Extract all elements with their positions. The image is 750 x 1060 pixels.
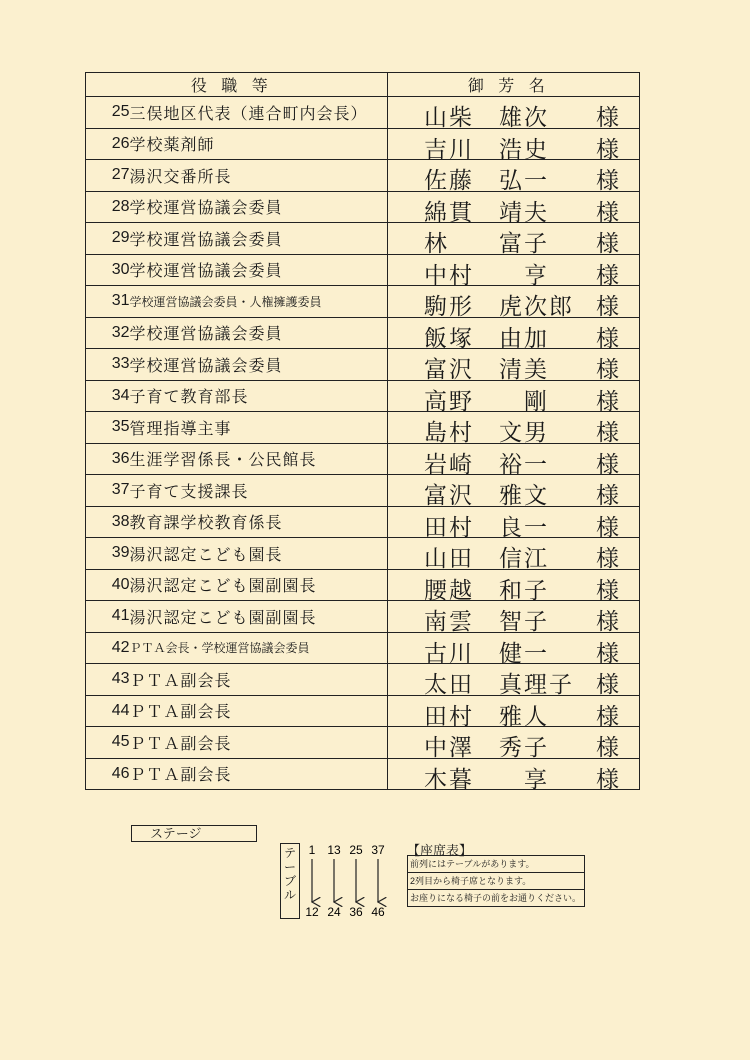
name-cell xyxy=(388,506,640,541)
column-start-number: 13 xyxy=(327,843,341,857)
column-start-number: 25 xyxy=(349,843,363,857)
role-cell: 生涯学習係長・公民館長 xyxy=(130,443,388,475)
table-row xyxy=(86,664,640,696)
role-cell: 湯沢認定こども園副園長 xyxy=(130,601,388,633)
role-cell: 湯沢認定こども園長 xyxy=(130,538,388,570)
table-row xyxy=(86,569,640,601)
role-cell: 学校運営協議会委員 xyxy=(130,254,388,286)
guest-name: 山柴 雄次 xyxy=(424,105,549,131)
seat-number: 38 xyxy=(86,506,130,538)
seating-note: 前列にはテーブルがあります。 xyxy=(408,856,584,873)
name-cell xyxy=(388,475,640,507)
table-row xyxy=(86,412,640,444)
honorific: 様 xyxy=(596,420,621,446)
guest-name: 駒形 虎次郎 xyxy=(424,294,574,320)
name-cell xyxy=(388,317,640,352)
table-row xyxy=(86,758,640,790)
role-cell: ＰＴＡ副会長 xyxy=(130,695,388,727)
role-cell: 教育課学校教育係長 xyxy=(130,506,388,538)
column-start-number: 1 xyxy=(308,843,316,857)
name-cell xyxy=(388,380,640,415)
name-cell xyxy=(388,443,640,478)
guest-name: 中澤 秀子 xyxy=(424,735,549,761)
honorific: 様 xyxy=(596,105,621,131)
column-end-number: 12 xyxy=(305,905,319,919)
seat-number: 26 xyxy=(86,128,130,160)
honorific: 様 xyxy=(596,735,621,761)
guest-name: 富沢 雅文 xyxy=(424,483,549,509)
seating-notes xyxy=(407,855,585,907)
seat-number: 35 xyxy=(86,412,130,444)
name-cell xyxy=(388,349,640,381)
table-row xyxy=(86,695,640,727)
honorific: 様 xyxy=(596,231,621,257)
name-cell xyxy=(388,412,640,444)
role-cell: 学校運営協議会委員 xyxy=(130,349,388,381)
seating-note: 2列目から椅子席となります。 xyxy=(408,873,584,890)
name-cell xyxy=(388,97,640,129)
guest-name: 田村 良一 xyxy=(424,514,549,541)
guest-name: 岩崎 裕一 xyxy=(424,451,549,478)
table-row xyxy=(86,443,640,475)
guest-table xyxy=(85,72,640,793)
table-row xyxy=(86,475,640,507)
seat-number: 36 xyxy=(86,443,130,475)
seat-number: 42 xyxy=(86,632,130,664)
role-cell: 子育て支援課長 xyxy=(130,475,388,507)
guest-name: 中村 亨 xyxy=(424,262,549,289)
honorific: 様 xyxy=(596,546,621,572)
table-header-row xyxy=(86,73,640,97)
guest-name: 木暮 享 xyxy=(424,766,549,793)
table-row xyxy=(86,191,640,223)
table-label-box xyxy=(280,843,300,919)
seat-number: 43 xyxy=(86,664,130,696)
seat-number: 45 xyxy=(86,727,130,759)
role-cell: 学校運営協議会委員 xyxy=(130,191,388,223)
seat-number: 31 xyxy=(86,286,130,318)
role-cell: 学校薬剤師 xyxy=(130,128,388,160)
seat-number: 32 xyxy=(86,317,130,349)
honorific: 様 xyxy=(596,766,621,793)
role-cell: ＰＴＡ副会長 xyxy=(130,664,388,696)
seating-notes-title: 【座席表】 xyxy=(407,843,473,858)
seat-number: 33 xyxy=(86,349,130,381)
seat-number: 25 xyxy=(86,97,130,129)
guest-name: 吉川 浩史 xyxy=(424,136,549,163)
table-row xyxy=(86,160,640,192)
seat-number: 46 xyxy=(86,758,130,790)
role-cell: ＰＴＡ副会長 xyxy=(130,758,388,790)
name-cell xyxy=(388,601,640,633)
name-cell xyxy=(388,286,640,318)
column-end-number: 36 xyxy=(349,905,363,919)
guest-name: 山田 信江 xyxy=(424,546,549,572)
guest-name: 佐藤 弘一 xyxy=(424,168,549,194)
guest-name: 飯塚 由加 xyxy=(424,325,549,352)
name-cell xyxy=(388,727,640,759)
role-cell: 管理指導主事 xyxy=(130,412,388,444)
column-end-number: 24 xyxy=(327,905,341,919)
seat-number: 41 xyxy=(86,601,130,633)
table-label: テ ー ブ ル xyxy=(283,846,296,902)
guest-rows xyxy=(86,97,640,793)
seat-number: 40 xyxy=(86,569,130,601)
honorific: 様 xyxy=(596,262,621,289)
guest-name: 高野 剛 xyxy=(424,388,549,415)
table-row xyxy=(86,254,640,286)
table-row xyxy=(86,317,640,349)
honorific: 様 xyxy=(596,451,621,478)
honorific: 様 xyxy=(596,294,621,320)
role-cell: 子育て教育部長 xyxy=(130,380,388,412)
seat-number: 29 xyxy=(86,223,130,255)
honorific: 様 xyxy=(596,168,621,194)
name-cell xyxy=(388,664,640,696)
table-row xyxy=(86,128,640,160)
seat-number: 34 xyxy=(86,380,130,412)
table-row xyxy=(86,632,640,664)
table-row xyxy=(86,506,640,538)
seat-direction-diagram xyxy=(300,842,400,922)
role-cell: 学校運営協議会委員・人権擁護委員 xyxy=(130,286,388,318)
table-row xyxy=(86,538,640,570)
honorific: 様 xyxy=(596,672,621,698)
table-row xyxy=(86,349,640,381)
guest-name: 林 富子 xyxy=(424,231,549,257)
honorific: 様 xyxy=(596,325,621,352)
role-cell: 湯沢交番所長 xyxy=(130,160,388,192)
seat-number: 27 xyxy=(86,160,130,192)
name-cell xyxy=(388,569,640,604)
table-row xyxy=(86,727,640,759)
role-cell: ＰＴＡ会長・学校運営協議会委員 xyxy=(130,632,388,664)
role-cell: 学校運営協議会委員 xyxy=(130,223,388,255)
name-cell xyxy=(388,160,640,192)
honorific: 様 xyxy=(596,357,621,383)
seat-number: 44 xyxy=(86,695,130,727)
column-start-number: 37 xyxy=(371,843,385,857)
honorific: 様 xyxy=(596,640,621,667)
guest-name: 島村 文男 xyxy=(424,420,549,446)
guest-name: 綿貫 靖夫 xyxy=(424,199,549,226)
name-cell xyxy=(388,191,640,226)
guest-name: 南雲 智子 xyxy=(424,609,549,635)
name-column-header: 御芳名 xyxy=(388,73,640,97)
honorific: 様 xyxy=(596,609,621,635)
column-end-number: 46 xyxy=(371,905,385,919)
guest-name: 富沢 清美 xyxy=(424,357,549,383)
honorific: 様 xyxy=(596,483,621,509)
name-cell xyxy=(388,758,640,793)
guest-name: 田村 雅人 xyxy=(424,703,549,730)
table-row xyxy=(86,380,640,412)
table-row xyxy=(86,223,640,255)
seat-number: 37 xyxy=(86,475,130,507)
seat-number: 30 xyxy=(86,254,130,286)
name-cell xyxy=(388,128,640,163)
role-cell: 三俣地区代表（連合町内会長） xyxy=(130,97,388,129)
role-cell: 湯沢認定こども園副園長 xyxy=(130,569,388,601)
honorific: 様 xyxy=(596,199,621,226)
name-cell xyxy=(388,254,640,289)
table-row xyxy=(86,286,640,318)
table-row xyxy=(86,601,640,633)
stage-label: ステージ xyxy=(131,825,257,842)
honorific: 様 xyxy=(596,388,621,415)
seating-note: お座りになる椅子の前をお通りください。 xyxy=(410,893,582,903)
name-cell xyxy=(388,695,640,730)
role-cell: 学校運営協議会委員 xyxy=(130,317,388,349)
guest-name: 古川 健一 xyxy=(424,640,549,667)
guest-name: 腰越 和子 xyxy=(424,577,549,604)
role-cell: ＰＴＡ副会長 xyxy=(130,727,388,759)
role-column-header: 役職等 xyxy=(86,73,388,97)
guest-name: 太田 真理子 xyxy=(424,672,574,698)
seat-number: 28 xyxy=(86,191,130,223)
honorific: 様 xyxy=(596,577,621,604)
name-cell xyxy=(388,223,640,255)
table-row xyxy=(86,97,640,129)
honorific: 様 xyxy=(596,514,621,541)
name-cell xyxy=(388,538,640,570)
honorific: 様 xyxy=(596,703,621,730)
seat-number: 39 xyxy=(86,538,130,570)
name-cell xyxy=(388,632,640,667)
honorific: 様 xyxy=(596,136,621,163)
